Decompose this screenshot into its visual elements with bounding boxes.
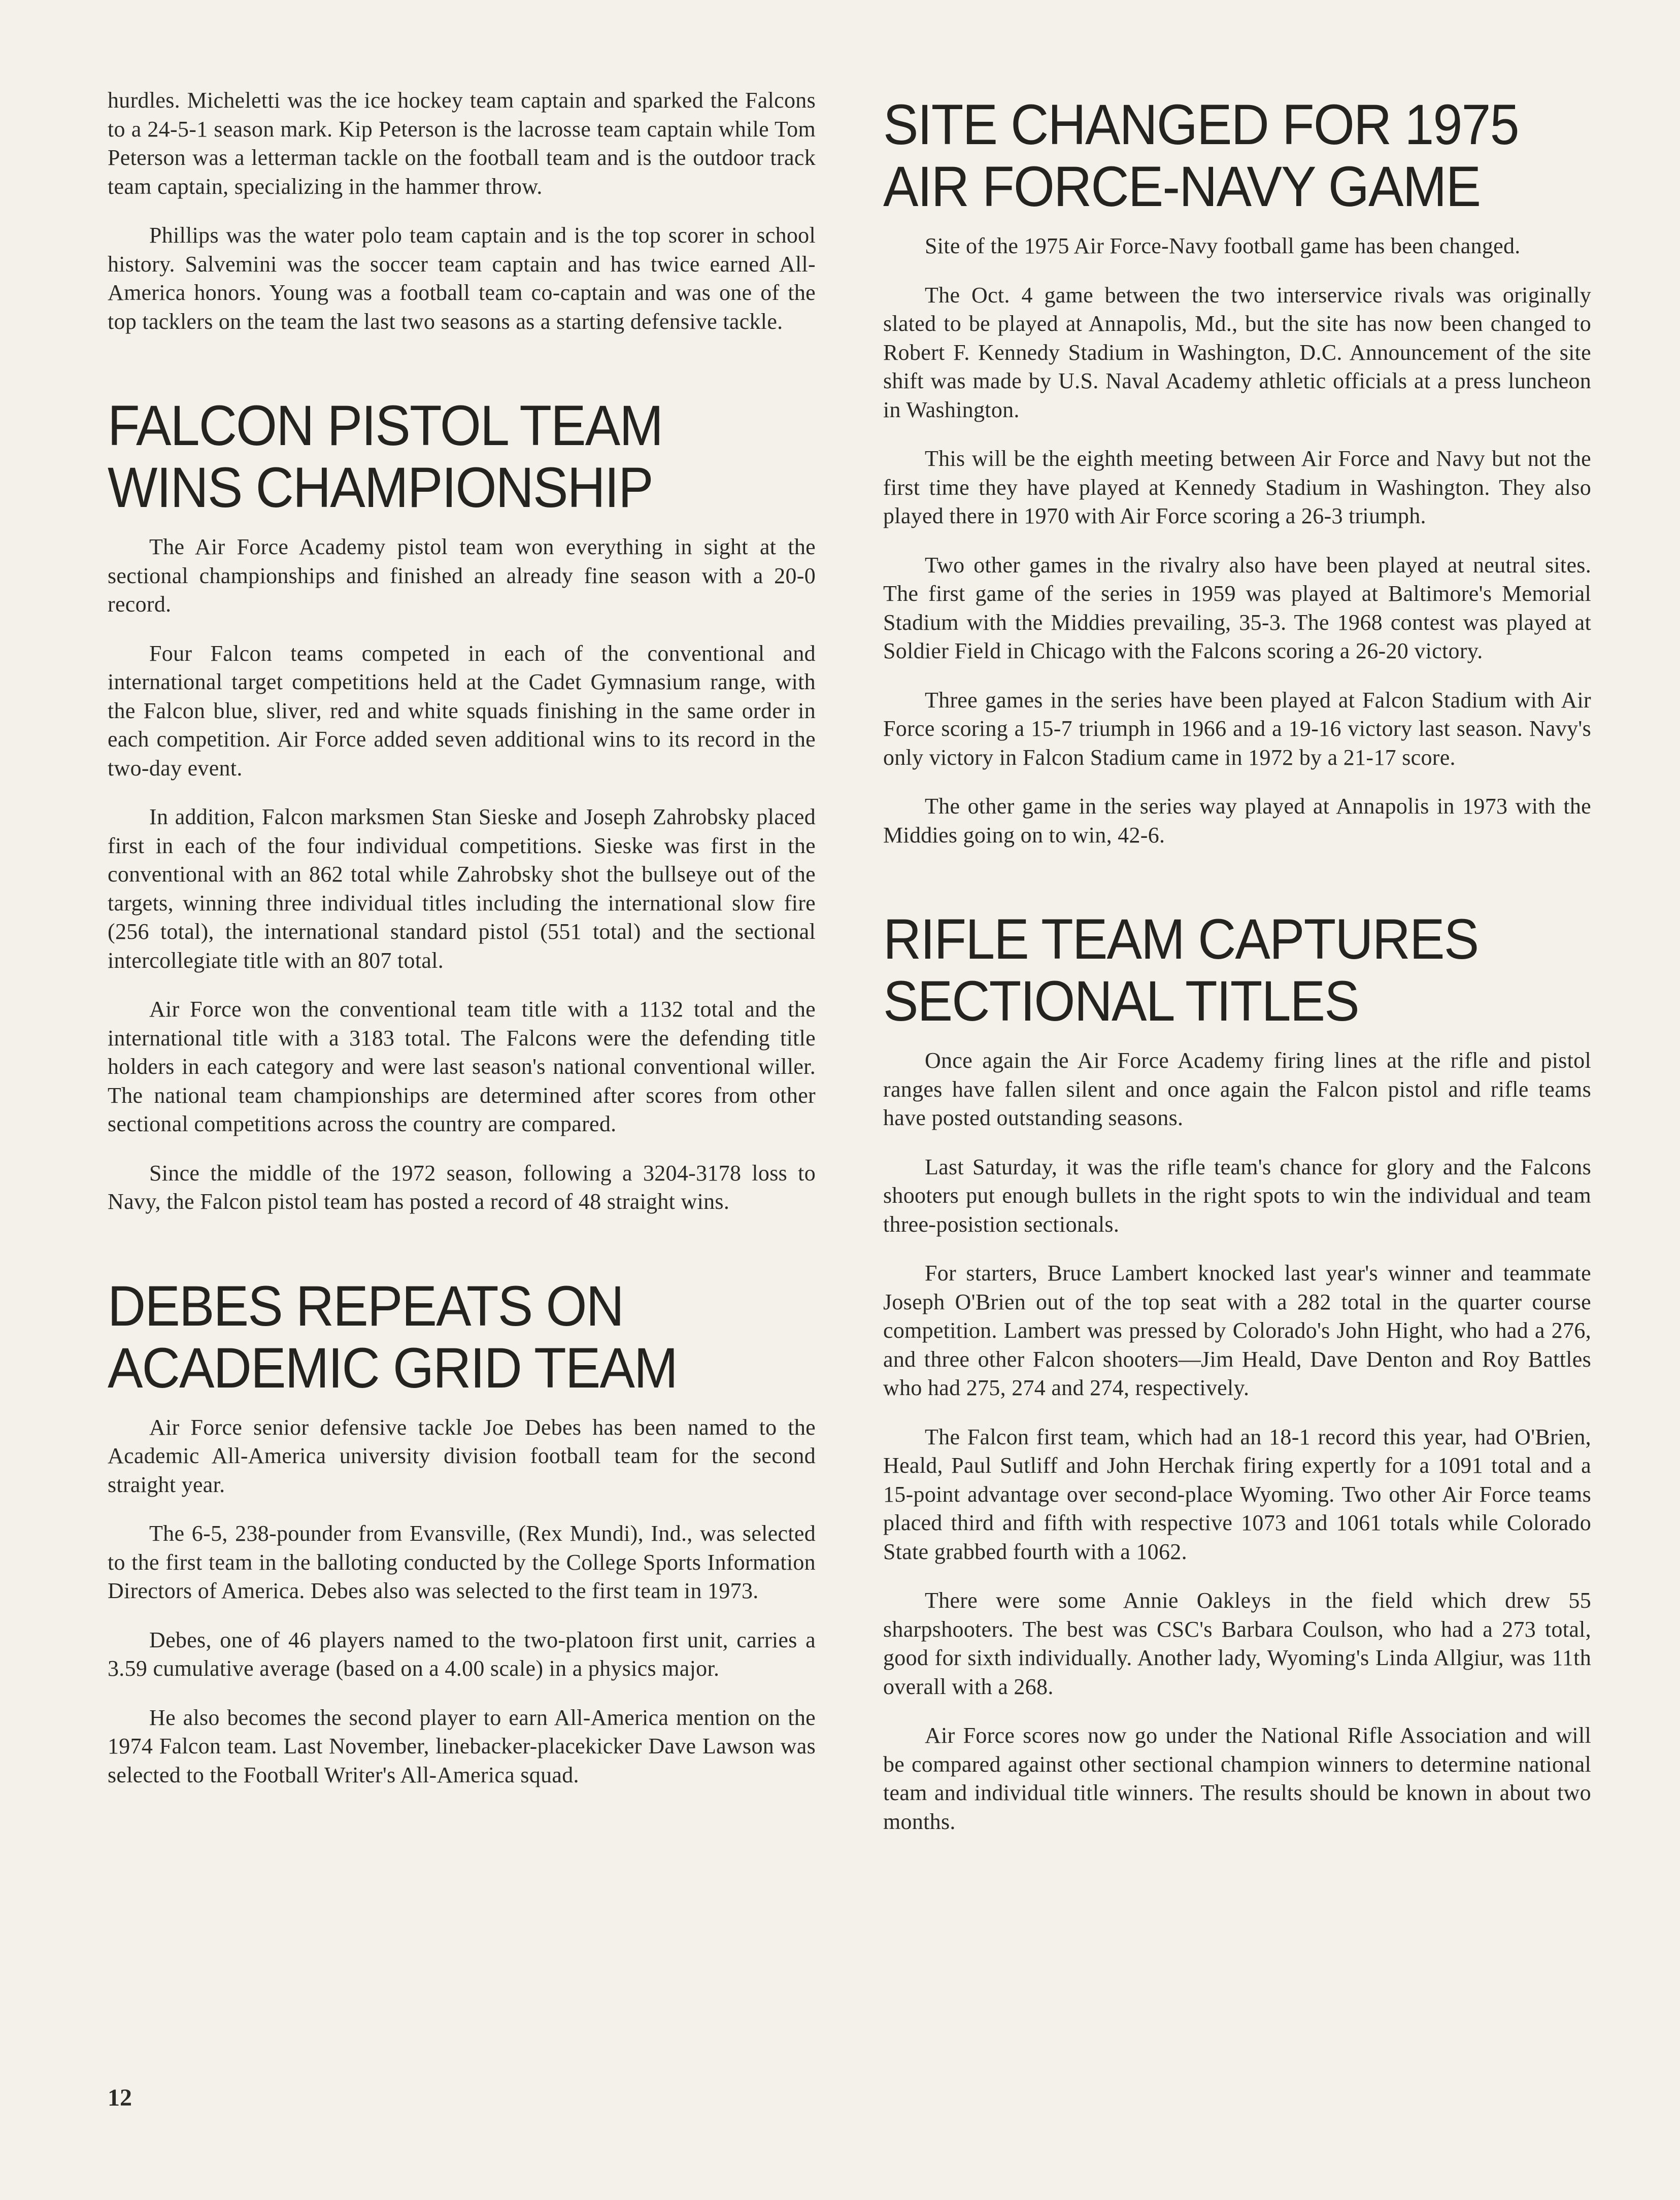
article-paragraph: The Falcon first team, which had an 18-1 record this year, had O'Brien, Heald, Paul Sutliff and John Herchak firing expertly for a 1091 total and a 15-point advantage over second-place Wyoming. Two other Air Force teams placed third and fifth with respective 1073 and 1061 totals while Colorado State grabbed fourth with a 1062. — [883, 1424, 1591, 1564]
headline-line: FALCON PISTOL TEAM — [108, 394, 663, 457]
headline-line: AIR FORCE-NAVY GAME — [883, 155, 1481, 218]
article-paragraph: In addition, Falcon marksmen Stan Sieske and Joseph Zahrobsky placed first in each of the four individual competitions. Sieske was first in the conventional with an 862 total while Zahrobsky shot the bullseye out of the targets, winning three individual titles including the international slow fire (256 total), the international standard pistol (551 total) and the sectional intercollegiate title with an 807 total. — [108, 804, 816, 973]
article-paragraph: This will be the eighth meeting between Air Force and Navy but not the first time they have played at Kennedy Stadium in Washington. They also played there in 1970 with Air Force scoring a 26-3 triumph. — [883, 446, 1591, 528]
article-paragraph: Air Force won the conventional team title with a 1132 total and the international title with a 3183 total. The Falcons were the defending title holders in each category and were last season's national conventional willer. The national team championships are determined after scores from other sectional competitions across the country are compared. — [108, 997, 816, 1136]
headline-line: ACADEMIC GRID TEAM — [108, 1336, 678, 1400]
article-paragraph: Debes, one of 46 players named to the two-platoon first unit, carries a 3.59 cumulative average (based on a 4.00 scale) in a physics major. — [108, 1627, 816, 1681]
intro-paragraph: Phillips was the water polo team captain and is the top scorer in school history. Salvemini was the soccer team captain and has twice earned All-America honors. Young was a football team co-captain and was one of the top tacklers on the team the last two seasons as a starting defensive tackle. — [108, 223, 816, 334]
article-paragraph: The 6-5, 238-pounder from Evansville, (Rex Mundi), Ind., was selected to the first team in the balloting conducted by the College Sports Information Directors of America. Debes also was selected to the first team in 1973. — [108, 1521, 816, 1603]
debes-article-headline — [108, 1275, 766, 1399]
rifle-article-headline — [883, 908, 1541, 1032]
headline-line: SECTIONAL TITLES — [883, 969, 1359, 1033]
article-paragraph: Air Force senior defensive tackle Joe Debes has been named to the Academic All-America university division football team for the second straight year. — [108, 1414, 816, 1497]
left-column — [108, 86, 816, 1810]
article-paragraph: Site of the 1975 Air Force-Navy football game has been changed. — [925, 233, 1521, 258]
headline-line: DEBES REPEATS ON — [108, 1274, 623, 1338]
headline-line: WINS CHAMPIONSHIP — [108, 456, 653, 519]
pistol-article-headline — [108, 395, 766, 519]
article-paragraph: The other game in the series way played at Annapolis in 1973 with the Middies going on to win, 42-6. — [883, 794, 1591, 848]
article-paragraph: Once again the Air Force Academy firing lines at the rifle and pistol ranges have fallen silent and once again the Falcon pistol and rifle teams have posted outstanding seasons. — [883, 1048, 1591, 1130]
page-number: 12 — [108, 2084, 132, 2111]
article-paragraph: Four Falcon teams competed in each of the conventional and international target competitions held at the Cadet Gymnasium range, with the Falcon blue, sliver, red and white squads finishing in the same order in each competition. Air Force added seven additional wins to its record in the two-day event. — [108, 640, 816, 781]
right-column — [883, 94, 1591, 1856]
article-paragraph: Since the middle of the 1972 season, following a 3204-3178 loss to Navy, the Falcon pistol team has posted a record of 48 straight wins. — [108, 1160, 816, 1214]
article-paragraph: There were some Annie Oakleys in the field which drew 55 sharpshooters. The best was CSC's Barbara Coulson, who had a 273 total, good for sixth individually. Another lady, Wyoming's Linda Allgiur, was 11th overall with a 268. — [883, 1588, 1591, 1699]
article-paragraph: The Air Force Academy pistol team won everything in sight at the sectional championships and finished an already fine season with a 20-0 record. — [108, 534, 816, 617]
site-article-headline — [883, 94, 1541, 218]
article-paragraph: Last Saturday, it was the rifle team's chance for glory and the Falcons shooters put enough bullets in the right spots to win the individual and team three-posistion sectionals. — [883, 1154, 1591, 1237]
article-paragraph: Air Force scores now go under the National Rifle Association and will be compared against other sectional champion winners to determine national team and individual title winners. The results should be known in about two months. — [883, 1723, 1591, 1834]
article-paragraph: The Oct. 4 game between the two interservice rivals was originally slated to be played at Annapolis, Md., but the site has now been changed to Robert F. Kennedy Stadium in Washington, D.C. Announcement of the site shift was made by U.S. Naval Academy athletic officials at a press luncheon in Washington. — [883, 282, 1591, 422]
article-paragraph: He also becomes the second player to earn All-America mention on the 1974 Falcon team. Last November, linebacker-placekicker Dave Lawson was selected to the Football Writer's All-America squad. — [108, 1705, 816, 1787]
headline-line: SITE CHANGED FOR 1975 — [883, 93, 1519, 156]
article-paragraph: For starters, Bruce Lambert knocked last year's winner and teammate Joseph O'Brien out of the top seat with a 282 total in the quarter course competition. Lambert was pressed by Colorado's John Hight, who had a 276, and three other Falcon shooters—Jim Heald, Dave Denton and Roy Battles who had 275, 274 and 274, respectively. — [883, 1261, 1591, 1400]
article-paragraph: Three games in the series have been played at Falcon Stadium with Air Force scoring a 15-7 triumph in 1966 and a 19-16 victory last season. Navy's only victory in Falcon Stadium came in 1972 by a 21-17 score. — [883, 687, 1591, 770]
intro-paragraph: hurdles. Micheletti was the ice hockey team captain and sparked the Falcons to a 24-5-1 season mark. Kip Peterson is the lacrosse team captain while Tom Peterson was a letterman tackle on the football team and is the outdoor track team captain, specializing in the hammer throw. — [108, 88, 816, 199]
article-paragraph: Two other games in the rivalry also have been played at neutral sites. The first game of the series in 1959 was played at Baltimore's Memorial Stadium with the Middies prevailing, 35-3. The 1968 contest was played at Soldier Field in Chicago with the Falcons scoring a 26-20 victory. — [883, 552, 1591, 663]
headline-line: RIFLE TEAM CAPTURES — [883, 907, 1479, 971]
